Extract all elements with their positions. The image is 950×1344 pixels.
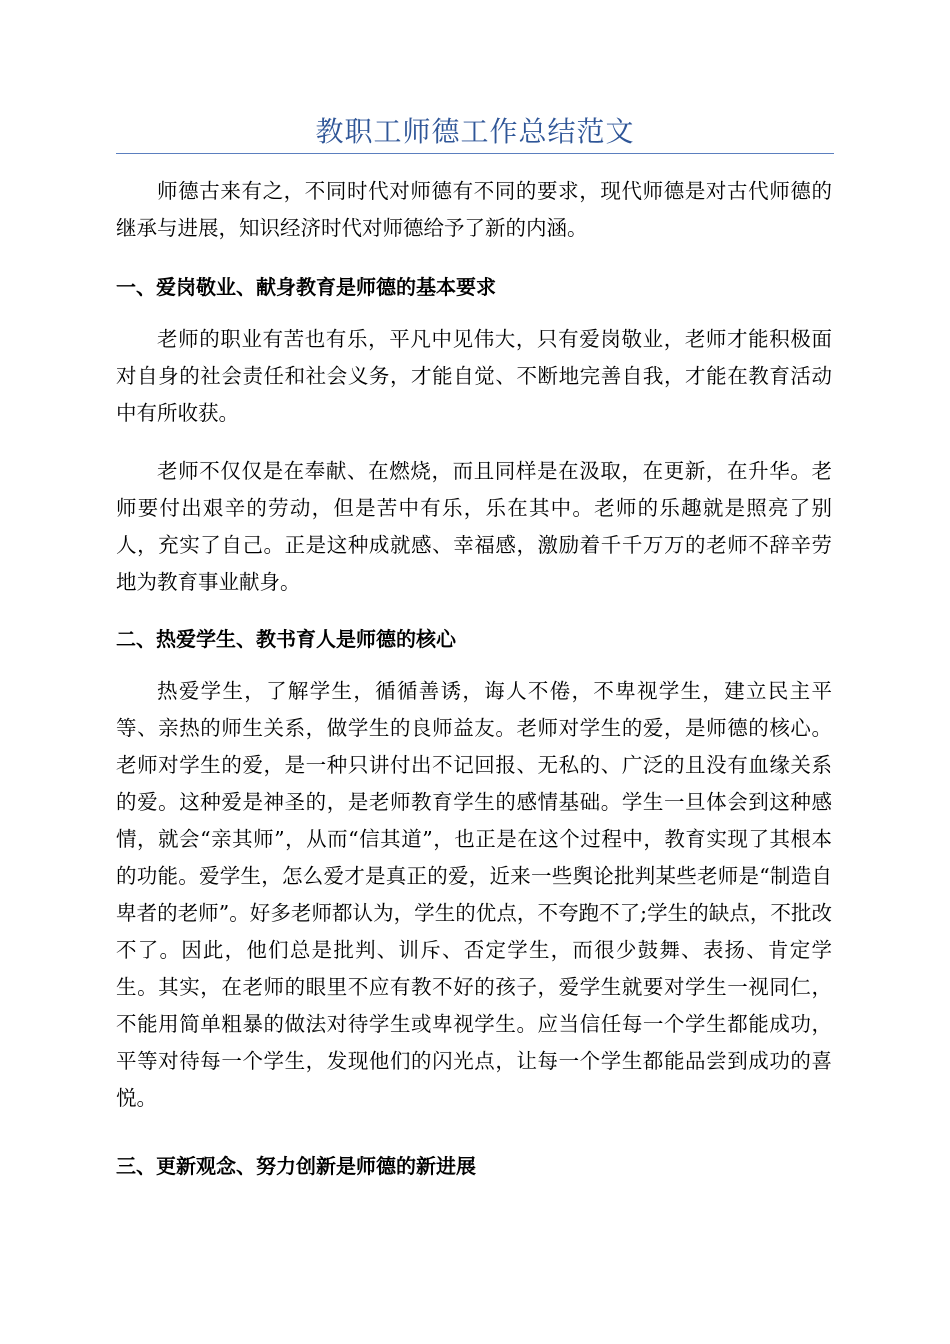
section-1-paragraph-1: 老师的职业有苦也有乐，平凡中见伟大，只有爱岗敬业，老师才能积极面对自身的社会责任和社会义务，才能自觉、不断地完善自我，才能在教育活动中有所收获。	[116, 327, 832, 425]
section-heading-1: 一、爱岗敬业、献身教育是师德的基本要求	[116, 275, 496, 299]
section-1-paragraph-2: 老师不仅仅是在奉献、在燃烧，而且同样是在汲取，在更新，在升华。老师要付出艰辛的劳动，但是苦中有乐，乐在其中。老师的乐趣就是照亮了别人，充实了自己。正是这种成就感、幸福感，激励着千千万万的老师不辞辛劳地为教育事业献身。	[116, 459, 832, 594]
section-heading-3: 三、更新观念、努力创新是师德的新进展	[116, 1154, 476, 1178]
title-underline	[116, 153, 834, 154]
document-title: 教职工师德工作总结范文	[315, 115, 635, 148]
intro-paragraph: 师德古来有之，不同时代对师德有不同的要求，现代师德是对古代师德的继承与进展，知识经济时代对师德给予了新的内涵。	[116, 179, 832, 240]
section-2-paragraph-1: 热爱学生，了解学生，循循善诱，诲人不倦，不卑视学生，建立民主平等、亲热的师生关系，做学生的良师益友。老师对学生的爱，是师德的核心。老师对学生的爱，是一种只讲付出不记回报、无私的、广泛的且没有血缘关系的爱。这种爱是神圣的，是老师教育学生的感情基础。学生一旦体会到这种感情，就会“亲其师”，从而“信其道”，也正是在这个过程中，教育实现了其根本的功能。爱学生，怎么爱才是真正的爱，近来一些舆论批判某些老师是“制造自卑者的老师”。好多老师都认为，学生的优点，不夸跑不了;学生的缺点，不批改不了。因此，他们总是批判、训斥、否定学生，而很少鼓舞、表扬、肯定学生。其实，在老师的眼里不应有教不好的孩子，爱学生就要对学生一视同仁，不能用简单粗暴的做法对待学生或卑视学生。应当信任每一个学生都能成功，平等对待每一个学生，发现他们的闪光点，让每一个学生都能品尝到成功的喜悦。	[116, 679, 832, 1110]
section-heading-2: 二、热爱学生、教书育人是师德的核心	[116, 627, 456, 651]
